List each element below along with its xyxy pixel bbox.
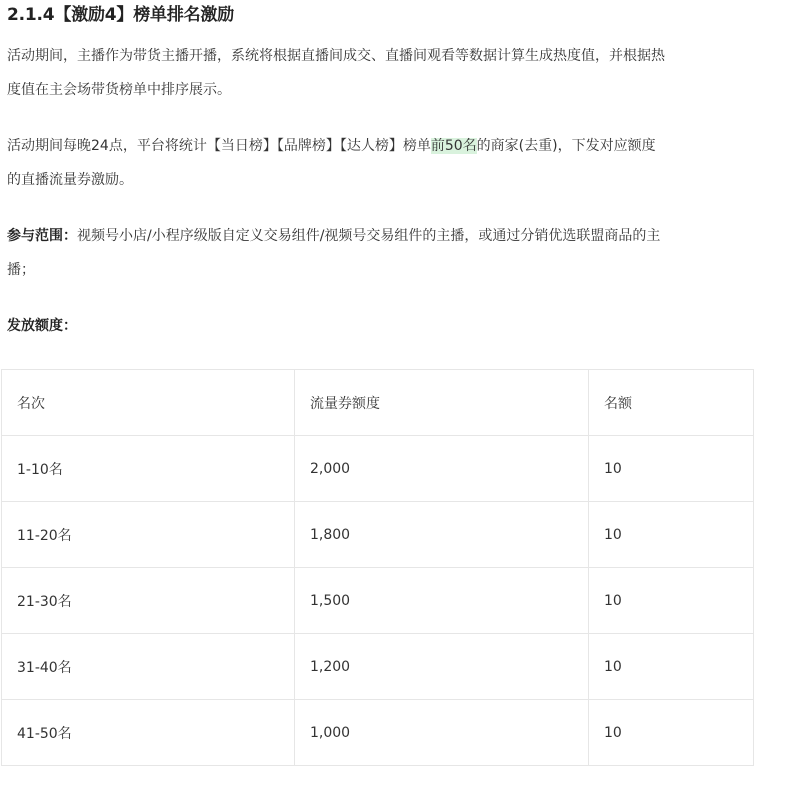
table-cell-amount: 1,500: [295, 568, 589, 634]
table-cell-amount: 2,000: [295, 436, 589, 502]
paragraph-line: 度值在主会场带货榜单中排序展示。: [7, 82, 231, 98]
table-cell-count: 10: [589, 700, 754, 766]
table-cell-rank: 1-10名: [2, 436, 295, 502]
table-cell-rank: 31-40名: [2, 634, 295, 700]
table-cell-count: 10: [589, 436, 754, 502]
article-body: [7, 0, 765, 343]
table-row: [2, 568, 754, 634]
paragraph-activity-intro: [7, 39, 765, 107]
table-cell-count: 10: [589, 634, 754, 700]
rule-text: 的商家(去重)，下发对应额度: [476, 138, 656, 154]
paragraph-quota-label: [7, 309, 765, 343]
paragraph-line: [7, 129, 765, 163]
table-row: [2, 436, 754, 502]
table-row: [2, 634, 754, 700]
paragraph-line: 播；: [7, 262, 35, 278]
section-title: 2.1.4【激励4】榜单排名激励: [7, 5, 235, 25]
paragraph-ranking-rule: [7, 129, 765, 197]
highlighted-text: 前50名: [430, 138, 477, 154]
paragraph-line: 的直播流量券激励。: [7, 172, 133, 188]
table-row: [2, 502, 754, 568]
header-rank: 名次: [2, 370, 295, 436]
table-cell-count: 10: [589, 502, 754, 568]
table-cell-rank: 21-30名: [2, 568, 295, 634]
scope-text: 视频号小店/小程序级版自定义交易组件/视频号交易组件的主播，或通过分销优选联盟商品的主: [77, 228, 661, 244]
paragraph-line: 活动期间，主播作为带货主播开播，系统将根据直播间成交、直播间观看等数据计算生成热度值，并根据热: [7, 48, 665, 64]
table-cell-rank: 11-20名: [2, 502, 295, 568]
table-row: [2, 700, 754, 766]
table-cell-rank: 41-50名: [2, 700, 295, 766]
table-cell-amount: 1,800: [295, 502, 589, 568]
paragraph-line: [7, 219, 765, 253]
table-cell-count: 10: [589, 568, 754, 634]
table-header-row: [2, 370, 754, 436]
table-cell-amount: 1,200: [295, 634, 589, 700]
scope-label: 参与范围：: [7, 228, 77, 244]
quota-label: 发放额度：: [7, 318, 77, 334]
quota-table: [1, 369, 754, 766]
header-quota-count: 名额: [589, 370, 754, 436]
rule-text: 活动期间每晚24点，平台将统计【当日榜】【品牌榜】【达人榜】榜单: [7, 138, 431, 154]
paragraph-scope: [7, 219, 765, 287]
table-cell-amount: 1,000: [295, 700, 589, 766]
header-voucher-amount: 流量券额度: [295, 370, 589, 436]
